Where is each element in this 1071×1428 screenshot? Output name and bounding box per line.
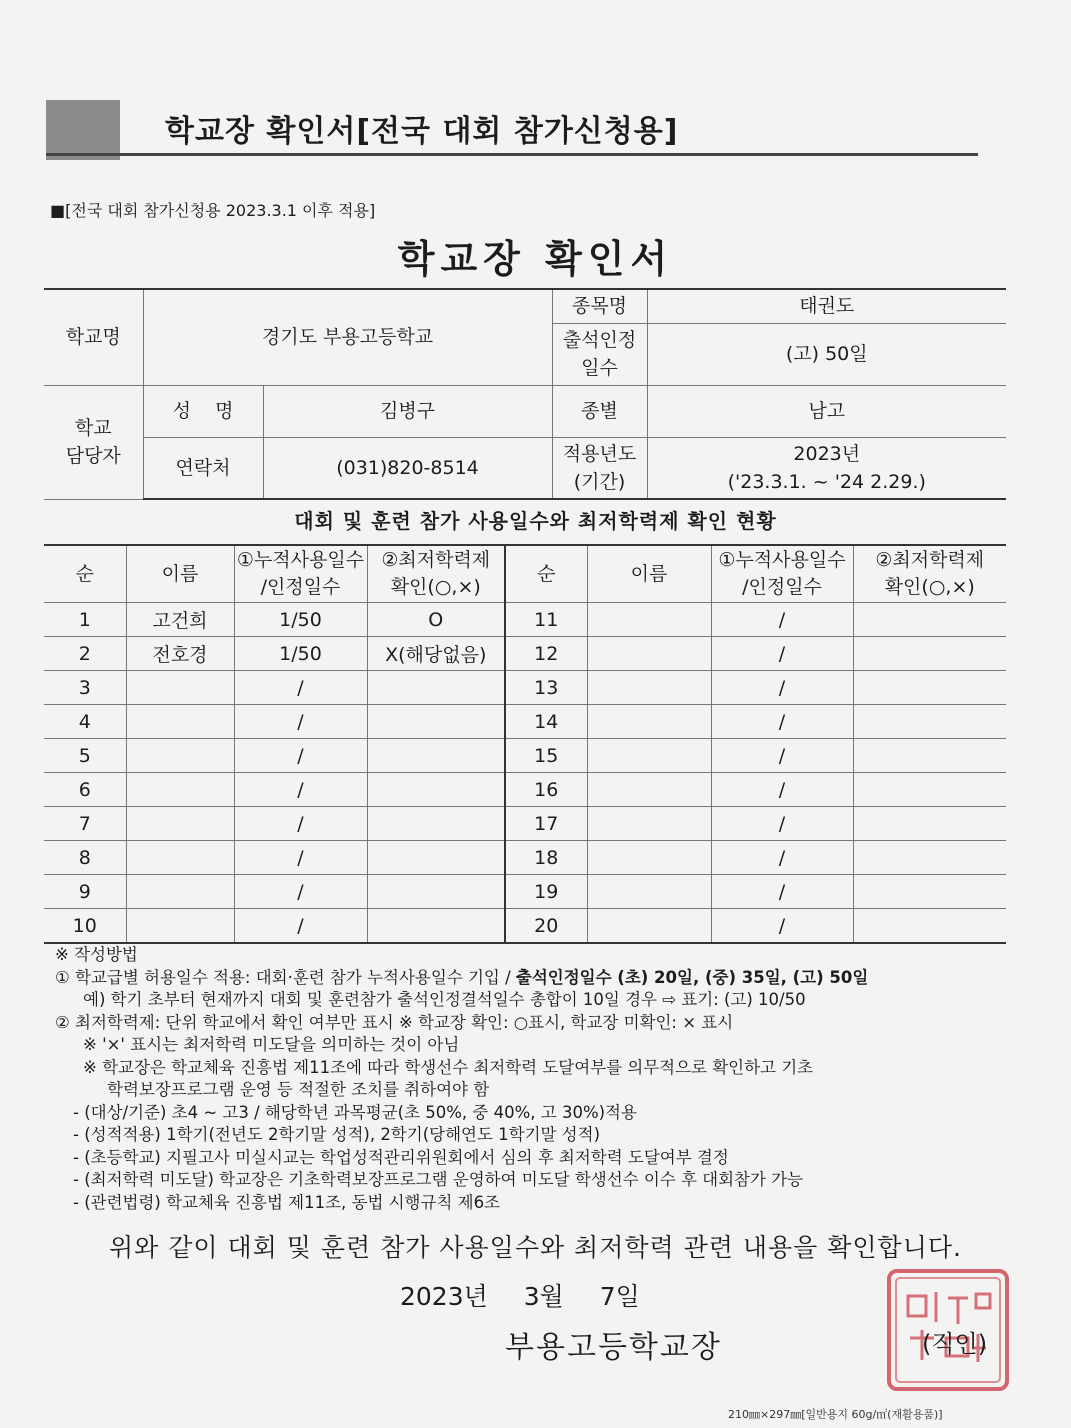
document-title: 학교장 확인서	[397, 237, 674, 281]
cell-name	[587, 637, 711, 671]
manager-name-label: 성 명	[143, 385, 263, 437]
cell-used: /	[711, 807, 853, 841]
header-used-days: ①누적사용일수 /인정일수	[711, 545, 853, 603]
cell-check	[853, 773, 1006, 807]
principal-name: 부용고등학교장	[505, 1330, 722, 1365]
cell-no: 18	[505, 841, 587, 875]
header-name: 이름	[126, 545, 234, 603]
cell-check	[853, 603, 1006, 637]
cell-name	[587, 773, 711, 807]
cell-name	[126, 841, 234, 875]
cell-no: 5	[44, 739, 126, 773]
cell-no: 7	[44, 807, 126, 841]
cell-used: /	[234, 773, 367, 807]
table-row	[44, 773, 1006, 807]
cell-no: 15	[505, 739, 587, 773]
cell-name	[587, 603, 711, 637]
cell-name	[587, 671, 711, 705]
note-dash-3: - (초등학교) 지필고사 미실시교는 학업성적관리위원회에서 심의 후 최저학력 도달여부 결정	[73, 1147, 729, 1167]
attendance-section-title: 대회 및 훈련 참가 사용일수와 최저학력제 확인 현황	[294, 509, 777, 533]
cell-used: /	[234, 671, 367, 705]
cell-check	[367, 807, 505, 841]
cell-no: 10	[44, 909, 126, 944]
header-rule	[46, 153, 978, 156]
sport-value: 태권도	[647, 289, 1006, 323]
cell-used: /	[711, 637, 853, 671]
cell-used: /	[711, 875, 853, 909]
category-label: 종별	[552, 385, 647, 437]
cell-used: /	[711, 773, 853, 807]
cell-check: O	[367, 603, 505, 637]
cell-used: /	[711, 909, 853, 944]
cell-name	[587, 807, 711, 841]
note-4-continued: 학력보장프로그램 운영 등 적절한 조치를 취하여야 함	[107, 1080, 490, 1099]
cell-used: /	[234, 841, 367, 875]
cell-no: 17	[505, 807, 587, 841]
cell-no: 19	[505, 875, 587, 909]
table-row	[44, 637, 1006, 671]
cell-check	[367, 875, 505, 909]
cell-no: 4	[44, 705, 126, 739]
cell-name	[587, 909, 711, 944]
note-dash-2: - (성적적용) 1학기(전년도 2학기말 성적), 2학기(당해연도 1학기말 성적)	[73, 1125, 601, 1144]
header-name: 이름	[587, 545, 711, 603]
cell-name: 고건희	[126, 603, 234, 637]
cell-check	[853, 705, 1006, 739]
attendance-days-label: 출석인정 일수	[552, 323, 647, 385]
cell-used: /	[711, 841, 853, 875]
note-dash-4: - (최저학력 미도달) 학교장은 기초학력보장프로그램 운영하여 미도달 학생선수 이수 후 대회참가 가능	[73, 1170, 804, 1189]
cell-check	[367, 671, 505, 705]
cell-no: 9	[44, 875, 126, 909]
cell-check	[853, 841, 1006, 875]
cell-used: /	[711, 739, 853, 773]
writing-instructions	[55, 944, 1015, 1214]
cell-name	[587, 841, 711, 875]
header-check: ②최저학력제 확인(○,×)	[367, 545, 505, 603]
manager-name-value: 김병구	[263, 385, 552, 437]
attendance-days-value: (고) 50일	[647, 323, 1006, 385]
school-name-value: 경기도 부용고등학교	[143, 289, 552, 385]
cell-name	[126, 909, 234, 944]
note-dash-1: - (대상/기준) 초4 ~ 고3 / 해당학년 과목평균(초 50%, 중 40%, 고 30%)적용	[73, 1102, 637, 1122]
school-name-label: 학교명	[44, 289, 143, 385]
cell-name: 전호경	[126, 637, 234, 671]
note-1-text: ① 학교급별 허용일수 적용: 대회·훈련 참가 누적사용일수 기입 /	[55, 967, 516, 987]
cell-used: 1/50	[234, 637, 367, 671]
note-4: ※ 학교장은 학교체육 진흥법 제11조에 따라 학생선수 최저학력 도달여부를 의무적으로 확인하고 기초	[83, 1057, 814, 1077]
table-row	[44, 603, 1006, 637]
cell-no: 12	[505, 637, 587, 671]
note-1-example: 예) 학기 초부터 현재까지 대회 및 훈련참가 출석인정결석일수 총합이 10일 경우 ⇨ 표기: (고) 10/50	[83, 990, 806, 1009]
cell-used: /	[234, 807, 367, 841]
school-info-table	[44, 288, 1006, 500]
cell-used: /	[234, 909, 367, 944]
cell-no: 1	[44, 603, 126, 637]
table-row	[44, 875, 1006, 909]
table-row	[44, 807, 1006, 841]
applicability-note: ■[전국 대회 참가신청용 2023.3.1 이후 적용]	[50, 201, 376, 220]
cell-no: 8	[44, 841, 126, 875]
note-1	[55, 967, 1015, 990]
cell-no: 13	[505, 671, 587, 705]
cell-used: /	[711, 603, 853, 637]
header-check: ②최저학력제 확인(○,×)	[853, 545, 1006, 603]
cell-no: 6	[44, 773, 126, 807]
issue-date: 2023년 3월 7일	[400, 1282, 640, 1311]
table-row	[44, 909, 1006, 944]
header-no: 순	[505, 545, 587, 603]
year-label: 적용년도 (기간)	[552, 437, 647, 499]
category-value: 남고	[647, 385, 1006, 437]
cell-check	[367, 841, 505, 875]
cell-no: 3	[44, 671, 126, 705]
manager-label: 학교 담당자	[44, 385, 143, 499]
cell-name	[126, 671, 234, 705]
confirmation-statement: 위와 같이 대회 및 훈련 참가 사용일수와 최저학력 관련 내용을 확인합니다.	[109, 1233, 962, 1262]
cell-no: 16	[505, 773, 587, 807]
header-gray-block	[46, 100, 120, 160]
cell-used: 1/50	[234, 603, 367, 637]
note-dash-5: - (관련법령) 학교체육 진흥법 제11조, 동법 시행규칙 제6조	[73, 1192, 500, 1212]
table-row	[44, 671, 1006, 705]
cell-used: /	[711, 671, 853, 705]
table-row	[44, 841, 1006, 875]
cell-check	[853, 671, 1006, 705]
notes-heading: ※ 작성방법	[55, 945, 138, 964]
cell-used: /	[234, 705, 367, 739]
contact-label: 연락처	[143, 437, 263, 499]
note-2: ② 최저학력제: 단위 학교에서 확인 여부만 표시 ※ 학교장 확인: ○표시, 학교장 미확인: × 표시	[55, 1012, 734, 1032]
contact-value: (031)820-8514	[263, 437, 552, 499]
cell-used: /	[234, 739, 367, 773]
paper-spec-footer: 210㎜×297㎜[일반용지 60g/㎡(재활용품)]	[728, 1408, 943, 1421]
cell-used: /	[234, 875, 367, 909]
cell-no: 20	[505, 909, 587, 944]
cell-check	[853, 875, 1006, 909]
note-1-emphasis: 출석인정일수 (초) 20일, (중) 35일, (고) 50일	[515, 967, 869, 987]
cell-name	[587, 739, 711, 773]
header-used-days: ①누적사용일수 /인정일수	[234, 545, 367, 603]
cell-name	[126, 739, 234, 773]
attendance-table	[44, 544, 1006, 944]
cell-check	[853, 739, 1006, 773]
sport-label: 종목명	[552, 289, 647, 323]
header-title: 학교장 확인서[전국 대회 참가신청용]	[165, 114, 679, 149]
cell-name	[126, 875, 234, 909]
note-3: ※ '×' 표시는 최저학력 미도달을 의미하는 것이 아님	[83, 1035, 460, 1054]
table-row	[44, 739, 1006, 773]
cell-check	[367, 773, 505, 807]
cell-check	[367, 705, 505, 739]
cell-name	[126, 705, 234, 739]
cell-no: 14	[505, 705, 587, 739]
cell-no: 2	[44, 637, 126, 671]
cell-check	[853, 807, 1006, 841]
cell-no: 11	[505, 603, 587, 637]
cell-name	[126, 807, 234, 841]
cell-used: /	[711, 705, 853, 739]
cell-name	[587, 705, 711, 739]
table-row	[44, 705, 1006, 739]
year-value: 2023년 ('23.3.1. ~ '24 2.29.)	[647, 437, 1006, 499]
cell-check: X(해당없음)	[367, 637, 505, 671]
cell-name	[587, 875, 711, 909]
header-no: 순	[44, 545, 126, 603]
cell-check	[367, 909, 505, 944]
cell-check	[367, 739, 505, 773]
cell-name	[126, 773, 234, 807]
cell-check	[853, 909, 1006, 944]
seal-label: (직인)	[922, 1330, 988, 1358]
cell-check	[853, 637, 1006, 671]
